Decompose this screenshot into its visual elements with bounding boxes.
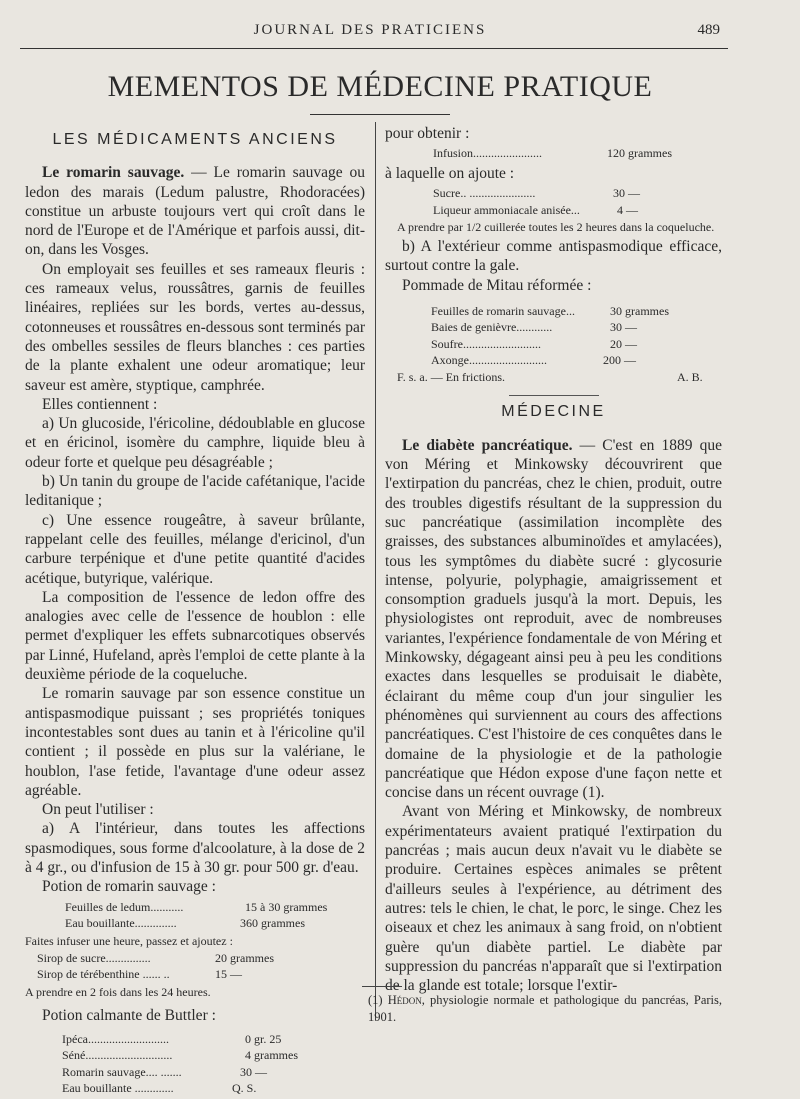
footnote-marker: (1) xyxy=(368,993,388,1007)
paragraph: c) Une essence rougeâtre, à saveur brûlante, rappelant celle des feuilles, mélange d'ericinol, d'un carbure terpénique et d'une petite quantité d'acides acétique, butyrique, valérique. xyxy=(25,511,365,587)
recipe-line xyxy=(385,202,722,219)
footnote-rule xyxy=(362,986,402,987)
author-initials: A. B. xyxy=(677,369,703,384)
footnote xyxy=(368,992,722,1026)
recipe-line xyxy=(385,145,722,162)
paragraph-text: — C'est en 1889 que von Méring et Minkowsky découvrirent que l'extirpation du pancréas, chez le chien, produit, outre des troubles digestifs résultant de la suppression du suc pancréatique (assimilation incomplète des graisses, des substances albuminoïdes et amylacées), tous les symptômes du diabète sucré : glycosurie intense, polyurie, polyphagie, amaigrissement et consomption graduels jusqu'à la mort. Depuis, les physiologistes ont reproduit, avec de nombreuses variantes, l'expérience fondamentale de von Méring et Minkowsky, dégageant ainsi peu à peu les conditions exactes dans lesquelles se produisait le diabète, éclairant du même coup d'un jour singulier les phénomènes qui surviennent au cours des affections pancréatiques. C'est l'histoire de ces conquêtes dans le domaine de la physiologie et de la pathologie pancréatique que Hédon expose d'une façon nette et concise dans un récent ouvrage (1). xyxy=(385,436,723,802)
title-rule xyxy=(310,114,450,115)
paragraph: a) A l'intérieur, dans toutes les affections spasmodiques, sous forme d'alcoolature, à la dose de 2 à 4 gr., ou d'infusion de 15 à 30 gr. pour 500 gr. d'eau. xyxy=(25,820,365,876)
paragraph: Elles contiennent : xyxy=(42,395,158,413)
ingredient: Eau bouillante.............. xyxy=(65,916,177,931)
section-separator xyxy=(509,395,599,396)
paragraph: b) Un tanin du groupe de l'acide cafétanique, l'acide leditanique ; xyxy=(25,473,365,510)
paragraph: On employait ses feuilles et ses rameaux fleuris : ces rameaux velus, roussâtres, garnis de feuilles linéaires, repliées sur les bords, vertes au-dessus, cotonneuses et roussâtres en-dessous sont terminés par des ombelles sessiles de fleurs blanches : ces parties de la plante exhalent une odeur aromatique; leur saveur est amère, styptique, camphrée. xyxy=(25,260,365,394)
ingredient: Baies de genièvre............ xyxy=(431,320,553,335)
ingredient: Romarin sauvage.... ....... xyxy=(62,1064,182,1079)
paragraph: Le romarin sauvage par son essence constitue un antispasmodique puissant ; ses propriétés toniques incontestables sont dues au tanin et à l'éricoline qu'il contient ; il possède en plus sur la valériane, le houblon, l'ase fetide, l'avantage d'une odeur assez agréable. xyxy=(25,685,365,799)
paragraph: à laquelle on ajoute : xyxy=(385,164,515,182)
article-heading: Le romarin sauvage. xyxy=(42,164,185,182)
footnote-author: Hédon xyxy=(387,993,422,1007)
ingredient: Ipéca........................... xyxy=(62,1031,169,1046)
paragraph: pour obtenir : xyxy=(385,125,470,142)
ingredient: Sirop de térébenthine ...... .. xyxy=(37,967,170,982)
article-heading: Le diabète pancréatique. xyxy=(402,436,573,454)
recipe-title: Pommade de Mitau réformée : xyxy=(402,276,592,294)
recipe-buttler xyxy=(25,1031,365,1097)
quantity: 4 grammes xyxy=(245,1048,298,1063)
recipe-line xyxy=(25,1031,365,1048)
recipe-line xyxy=(25,899,365,916)
footnote-text: , physiologie normale et pathologique du pancréas, Paris, 1901. xyxy=(368,993,722,1024)
right-column xyxy=(385,124,722,995)
quantity: 15 — xyxy=(215,967,242,982)
recipe-line xyxy=(385,336,722,353)
ingredient: Feuilles de ledum........... xyxy=(65,899,184,914)
page-number: 489 xyxy=(697,22,720,38)
recipe-line xyxy=(25,950,365,967)
journal-name: JOURNAL DES PRATICIENS xyxy=(253,22,487,38)
usage-instruction: F. s. a. — En frictions. xyxy=(397,369,506,384)
recipe-infusion xyxy=(385,145,722,162)
recipe-line xyxy=(25,915,365,932)
quantity: 200 — xyxy=(603,353,636,368)
quantity: 20 — xyxy=(610,336,637,351)
quantity: 4 — xyxy=(617,202,638,217)
section-title-medicaments: LES MÉDICAMENTS ANCIENS xyxy=(52,131,338,148)
ingredient: Liqueur ammoniacale anisée... xyxy=(433,202,580,217)
quantity: 30 — xyxy=(610,320,637,335)
recipe-line xyxy=(25,966,365,983)
recipe-signature xyxy=(385,369,722,386)
section-title-medecine: MÉDECINE xyxy=(501,403,606,421)
recipe-line xyxy=(385,319,722,336)
paragraph xyxy=(385,436,722,803)
recipe-title: Potion de romarin sauvage : xyxy=(42,878,216,896)
paragraph: Avant von Méring et Minkowsky, de nombreux expérimentateurs avaient pratiqué l'extirpation du pancréas ; mais aucun deux n'avait vu le diabète se produire. Certaines espèces animales se prêtent d'ailleurs seules à l'expérience, au détriment des autres: tels le chien, le chat, le porc, le singe. Chez les oiseaux et chez les animaux à sang froid, on n'obtient guère qu'un diabète partiel. Le diabète par suppression du pancréas n'apparaît que si l'extirpation de la glande est totale; lorsque l'extir- xyxy=(385,803,722,995)
ingredient: Eau bouillante ............. xyxy=(62,1081,174,1096)
ingredient: Sucre.. ...................... xyxy=(433,186,536,201)
paragraph-text: — Le romarin sauvage ou ledon des marais (Ledum palustre, Rhodoracées) constitue un arbuste toujours vert qui croît dans le nord de l'Europe et de l'Amérique et parfois aussi, dit-on, dans les Vosges. xyxy=(25,164,365,259)
recipe-pommade xyxy=(385,303,722,386)
left-column xyxy=(25,124,365,1099)
header-rule xyxy=(20,48,728,49)
paragraph: La composition de l'essence de ledon offre des analogies avec celle de l'essence de houblon : elle permet d'expliquer les effets subnarcotiques observés par Linné, Hufeland, après l'emploi de cette plante à la deuxième période de la coqueluche. xyxy=(25,588,365,684)
ingredient: Feuilles de romarin sauvage... xyxy=(431,303,575,318)
recipe-line xyxy=(385,303,722,320)
recipe-title: Potion calmante de Buttler : xyxy=(42,1006,216,1024)
running-header xyxy=(20,18,720,44)
recipe-line xyxy=(385,185,722,202)
recipe-line xyxy=(385,352,722,369)
recipe-additions xyxy=(385,185,722,235)
ingredient: Séné............................. xyxy=(62,1048,173,1063)
ingredient: Soufre.......................... xyxy=(431,336,541,351)
ingredient: Sirop de sucre............... xyxy=(37,950,151,965)
quantity: 360 grammes xyxy=(240,916,305,931)
quantity: 0 gr. 25 xyxy=(245,1031,282,1046)
paragraph: a) Un glucoside, l'éricoline, dédoublable en glucose et en éricinol, isomère du camphre, liquide bleu à odeur forte et quelque peu désagréable ; xyxy=(25,415,365,471)
page-title: MEMENTOS DE MÉDECINE PRATIQUE xyxy=(107,70,653,103)
recipe-note: Faites infuser une heure, passez et ajoutez : xyxy=(25,933,233,948)
recipe-line xyxy=(25,1047,365,1064)
ingredient: Infusion....................... xyxy=(433,146,542,161)
recipe-line xyxy=(25,1080,365,1097)
recipe-note: A prendre en 2 fois dans les 24 heures. xyxy=(25,984,211,999)
paragraph: b) A l'extérieur comme antispasmodique efficace, surtout contre la gale. xyxy=(385,238,722,275)
quantity: 30 — xyxy=(240,1064,267,1079)
recipe-note: A prendre par 1/2 cuillerée toutes les 2 heures dans la coqueluche. xyxy=(397,220,715,235)
quantity: 20 grammes xyxy=(215,950,274,965)
paragraph: On peut l'utiliser : xyxy=(42,801,154,819)
quantity: 120 grammes xyxy=(607,146,672,161)
quantity: 30 — xyxy=(613,186,640,201)
quantity: 30 grammes xyxy=(610,303,669,318)
ingredient: Axonge.......................... xyxy=(431,353,547,368)
quantity: Q. S. xyxy=(232,1081,257,1096)
paragraph xyxy=(25,163,365,259)
column-divider xyxy=(375,122,376,1020)
recipe-line xyxy=(25,1064,365,1081)
recipe-romarin xyxy=(25,899,365,1000)
quantity: 15 à 30 grammes xyxy=(245,899,328,914)
